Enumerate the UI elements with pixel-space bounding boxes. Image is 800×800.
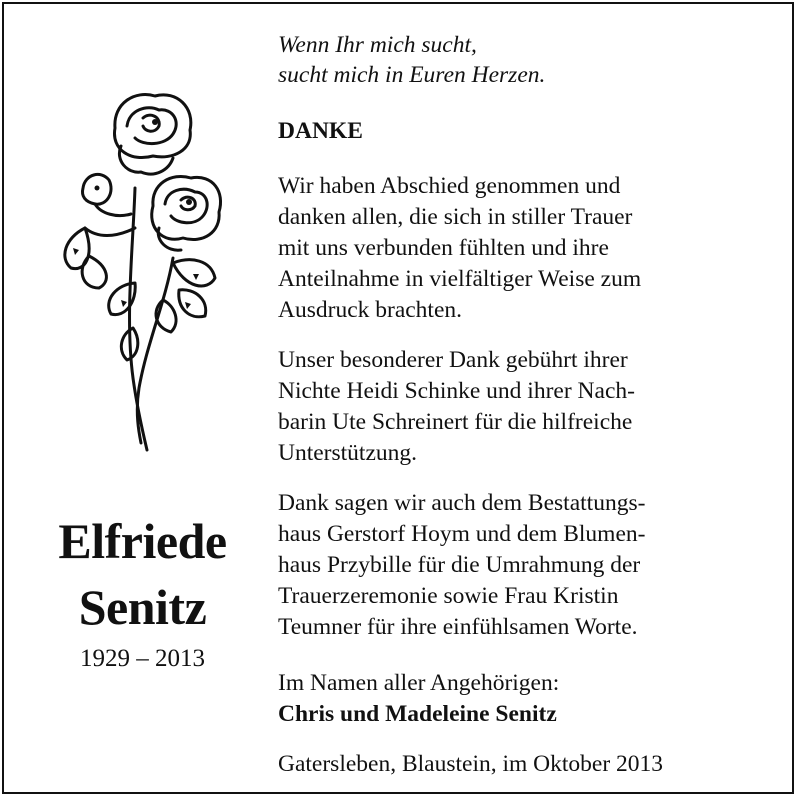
paragraph-line: Anteilnahme in vielfältiger Weise zum: [278, 266, 642, 292]
deceased-first-name: Elfriede: [58, 513, 227, 569]
paragraph-line: Unterstützung.: [278, 440, 418, 466]
paragraph-line: danken allen, die sich in stiller Trauer: [278, 204, 633, 230]
life-years: 1929 – 2013: [80, 645, 205, 672]
heading-danke: DANKE: [278, 118, 363, 144]
paragraph-line: Dank sagen wir auch dem Bestattungs-: [278, 490, 646, 516]
paragraph-line: Unser besonderer Dank gebührt ihrer: [278, 347, 628, 373]
paragraph-line: Teumner für ihre einfühlsamen Worte.: [278, 614, 638, 640]
paragraph-line: haus Przybille für die Umrahmung der: [278, 552, 641, 578]
place-date: Gatersleben, Blaustein, im Oktober 2013: [278, 751, 664, 777]
verse-line: Wenn Ihr mich sucht,: [278, 32, 477, 58]
paragraph-line: mit uns verbunden fühlten und ihre: [278, 235, 609, 261]
rose-icon: [55, 88, 230, 460]
paragraph-line: Nichte Heidi Schinke und ihrer Nach-: [278, 378, 635, 404]
verse-line: sucht mich in Euren Herzen.: [278, 62, 546, 88]
closing-line: Im Namen aller Angehörigen:: [278, 670, 560, 696]
paragraph-line: barin Ute Schreinert für die hilfreiche: [278, 409, 633, 435]
deceased-last-name: Senitz: [78, 579, 207, 635]
paragraph-line: Trauerzeremonie sowie Frau Kristin: [278, 583, 619, 609]
paragraph-line: haus Gerstorf Hoym und dem Blumen-: [278, 521, 646, 547]
signatories: Chris und Madeleine Senitz: [278, 701, 557, 727]
paragraph-line: Ausdruck brachten.: [278, 297, 463, 323]
paragraph-line: Wir haben Abschied genommen und: [278, 173, 621, 199]
